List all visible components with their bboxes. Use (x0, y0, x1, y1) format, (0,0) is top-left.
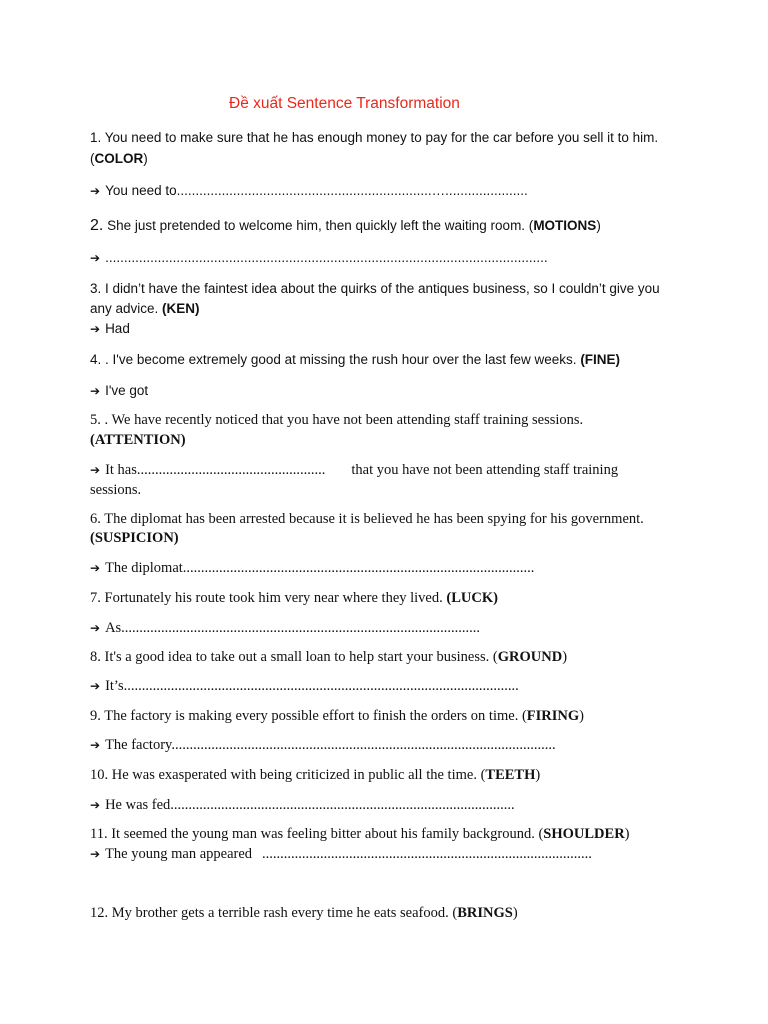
question-3-keyword: (KEN) (162, 301, 200, 316)
question-9-line-1: 9. The factory is making every possible effort to finish the orders on time. (FIRING) (90, 708, 584, 724)
question-1-keyword: COLOR (94, 151, 144, 166)
arrow-right-icon: ➔ (90, 621, 101, 635)
question-9-answer: ➔ The factory.......................................................................................................... (90, 737, 556, 753)
arrow-right-icon: ➔ (90, 463, 101, 477)
question-3-line-2: any advice. (KEN) (90, 301, 200, 316)
arrow-right-icon: ➔ (90, 738, 101, 752)
arrow-right-icon: ➔ (90, 798, 101, 812)
question-8-line-1: 8. It's a good idea to take out a small loan to help start your business. (GROUND) (90, 649, 568, 665)
question-8-answer: ➔ It’s............................................................................................................. (90, 678, 519, 694)
question-3-answer: ➔ Had (90, 321, 130, 336)
question-5-keyword: (ATTENTION) (90, 432, 186, 448)
question-4-line-1: 4. . I've become extremely good at missing the rush hour over the last few weeks. (FINE) (90, 352, 621, 367)
question-2-keyword: MOTIONS (533, 218, 597, 233)
question-5-line-1: 5. . We have recently noticed that you have not been attending staff training sessions. (90, 412, 584, 428)
arrow-right-icon: ➔ (90, 384, 101, 398)
question-1-answer: ➔ You need to....................................................................…...................... (90, 183, 528, 198)
question-6-line-1: 6. The diplomat has been arrested because it is believed he has been spying for his government. (90, 511, 644, 527)
question-8-keyword: GROUND (497, 649, 563, 665)
arrow-right-icon: ➔ (90, 184, 101, 198)
question-11-keyword: SHOULDER (543, 826, 625, 842)
question-4-keyword: (FINE) (580, 352, 621, 367)
question-12-line-1: 12. My brother gets a terrible rash every time he eats seafood. (BRINGS) (90, 905, 518, 921)
question-11-line-1: 11. It seemed the young man was feeling bitter about his family background. (SHOULDER) (90, 826, 630, 842)
arrow-right-icon: ➔ (90, 251, 101, 265)
question-6-keyword: (SUSPICION) (90, 530, 179, 546)
arrow-right-icon: ➔ (90, 679, 101, 693)
question-7-line-1: 7. Fortunately his route took him very near where they lived. (LUCK) (90, 590, 498, 606)
question-2-line-1: 2. She just pretended to welcome him, then quickly left the waiting room. (MOTIONS) (90, 217, 601, 234)
question-6-answer: ➔ The diplomat................................................................................................. (90, 560, 535, 576)
question-3-line-1: 3. I didn’t have the faintest idea about the quirks of the antiques business, so I couldn’t give you (90, 281, 660, 296)
question-11-answer: ➔ The young man appeared ........................................................................................... (90, 846, 592, 862)
question-4-answer: ➔ I've got (90, 383, 149, 398)
question-10-keyword: TEETH (485, 767, 536, 783)
question-10-line-1: 10. He was exasperated with being criticized in public all the time. (TEETH) (90, 767, 541, 783)
question-2-answer: ➔ ...................................................................................................................... (90, 250, 548, 265)
question-10-answer: ➔ He was fed............................................................................................... (90, 797, 515, 813)
question-12-keyword: BRINGS (457, 905, 513, 921)
question-7-keyword: (LUCK) (446, 590, 498, 606)
arrow-right-icon: ➔ (90, 322, 101, 336)
arrow-right-icon: ➔ (90, 561, 101, 575)
question-1-line-2: (COLOR) (90, 151, 148, 166)
question-1-line-1: 1. You need to make sure that he has enough money to pay for the car before you sell it to him. (90, 130, 659, 145)
worksheet-title: Đề xuất Sentence Transformation (229, 95, 460, 112)
question-5-answer-cont: sessions. (90, 482, 142, 498)
question-7-answer: ➔ As................................................................................................... (90, 620, 481, 636)
arrow-right-icon: ➔ (90, 847, 101, 861)
question-5-answer: ➔ It has.................................................... that you have not been attending staff training (90, 462, 619, 478)
question-9-keyword: FIRING (526, 708, 580, 724)
